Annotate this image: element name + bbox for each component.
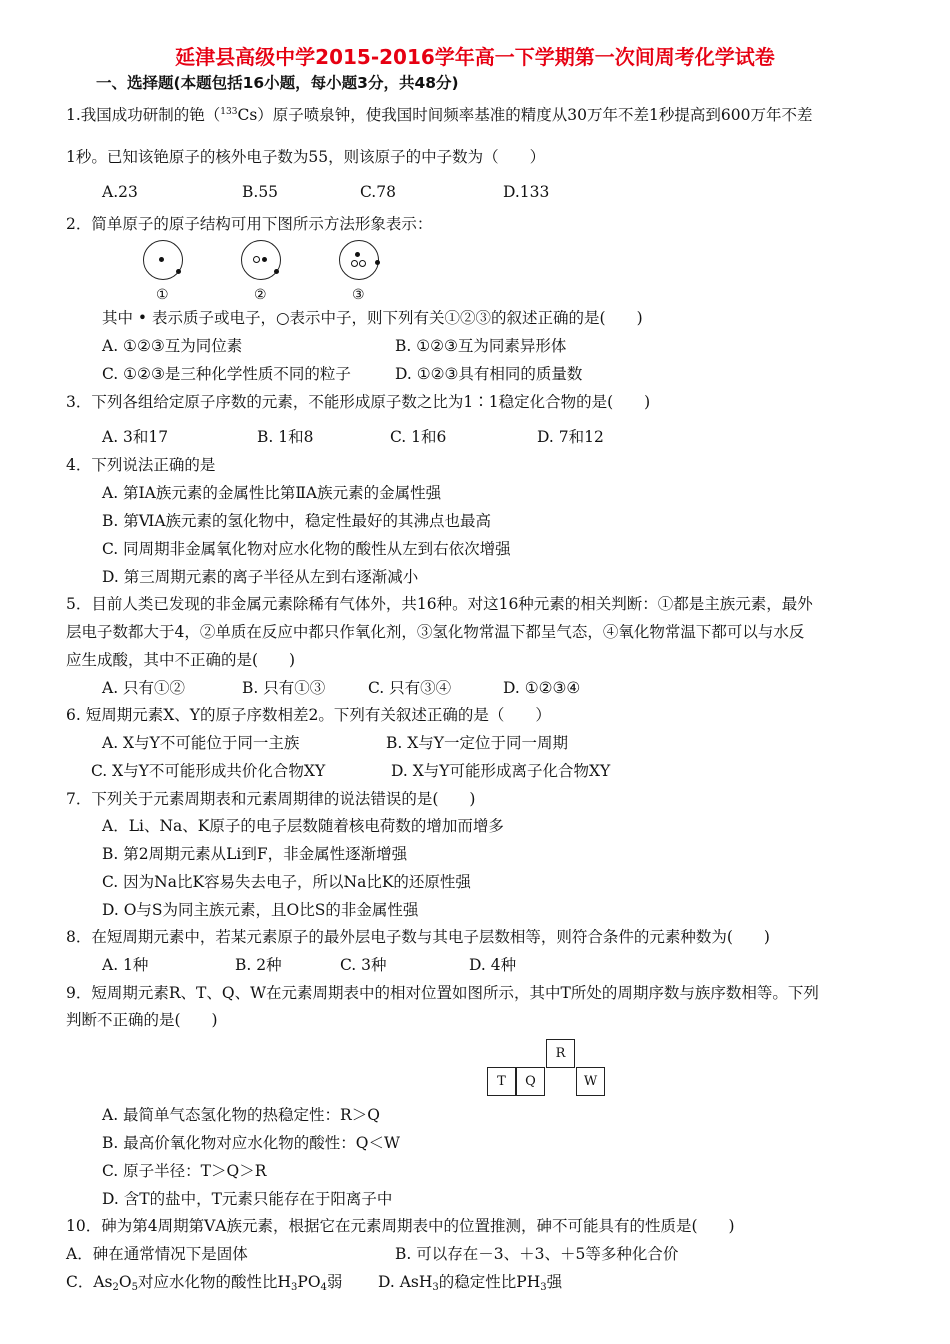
q10-d-sub2: 3 xyxy=(540,1282,547,1293)
atom-diagram-1 xyxy=(143,240,183,280)
q10-c-mid3: PO xyxy=(297,1273,321,1291)
q5-line2: 层电子数都大于4，②单质在反应中都只作氧化剂，③氢化物常温下都呈气态，④氧化物常温下都可以与水反 xyxy=(66,623,805,641)
q4-option-d: D. 第三周期元素的离子半径从左到右逐渐减小 xyxy=(102,568,419,586)
q5-line3: 应生成酸，其中不正确的是( ) xyxy=(66,651,296,669)
q5-option-c: C. 只有③④ xyxy=(368,679,452,697)
electron-dot xyxy=(176,269,181,274)
q6-option-c: C. X与Y不可能形成共价化合物XY xyxy=(91,762,326,780)
q3-option-a: A. 3和17 xyxy=(102,428,169,446)
q7-option-a: A．Li、Na、K原子的电子层数随着核电荷数的增加而增多 xyxy=(102,817,504,835)
atom-caption-1: ① xyxy=(156,287,169,303)
q3-option-d: D. 7和12 xyxy=(537,428,604,446)
q10-c-sub2: 5 xyxy=(131,1282,138,1293)
q9-option-a: A. 最简单气态氢化物的热稳定性：R＞Q xyxy=(102,1106,380,1124)
q10-c-mid2: 对应水化物的酸性比H xyxy=(137,1273,292,1291)
q2-option-b: B. ①②③互为同素异形体 xyxy=(395,337,567,355)
q2-stem: 2．简单原子的原子结构可用下图所示方法形象表示： xyxy=(66,215,433,233)
q2-note: 其中 • 表示质子或电子，○表示中子，则下列有关①②③的叙述正确的是( ) xyxy=(102,309,643,327)
q9-option-c: C. 原子半径：T＞Q＞R xyxy=(102,1162,267,1180)
periodic-cell-t: T xyxy=(487,1067,516,1096)
section-heading: 一、选择题(本题包括16小题，每小题3分，共48分) xyxy=(96,74,459,92)
atom-caption-3: ③ xyxy=(352,287,365,303)
q4-option-c: C. 同周期非金属氧化物对应水化物的酸性从左到右依次增强 xyxy=(102,540,511,558)
q3-option-b: B. 1和8 xyxy=(257,428,314,446)
q2-option-d: D. ①②③具有相同的质量数 xyxy=(395,365,583,383)
q10-option-d xyxy=(378,1272,562,1292)
q5-option-b: B. 只有①③ xyxy=(242,679,326,697)
q1-line2: 1秒。已知该铯原子的核外电子数为55，则该原子的中子数为（ ） xyxy=(66,148,546,166)
q4-option-b: B. 第ⅥA族元素的氢化物中，稳定性最好的其沸点也最高 xyxy=(102,512,492,530)
q6-option-b: B. X与Y一定位于同一周期 xyxy=(386,734,569,752)
q5-option-d: D. ①②③④ xyxy=(503,679,581,697)
q10-c-sub4: 4 xyxy=(320,1282,327,1293)
q10-c-sub1: 2 xyxy=(112,1282,119,1293)
q10-option-c xyxy=(66,1272,342,1292)
q7-option-c: C. 因为Na比K容易失去电子，所以Na比K的还原性强 xyxy=(102,873,471,891)
q1-text-a: 1.我国成功研制的铯（ xyxy=(66,106,221,124)
neutron-circle xyxy=(253,256,260,263)
q4-option-a: A. 第ⅠA族元素的金属性比第ⅡA族元素的金属性强 xyxy=(102,484,442,502)
q10-d-pre: D. AsH xyxy=(378,1273,433,1291)
q10-c-mid1: O xyxy=(118,1273,132,1291)
electron-dot xyxy=(274,269,279,274)
q6-option-d: D. X与Y可能形成离子化合物XY xyxy=(391,762,611,780)
q9-option-d: D. 含T的盐中，T元素只能存在于阳离子中 xyxy=(102,1190,393,1208)
q9-line1: 9．短周期元素R、T、Q、W在元素周期表中的相对位置如图所示，其中T所处的周期序数与族序数相等。下列 xyxy=(66,984,819,1002)
q8-option-a: A. 1种 xyxy=(102,956,149,974)
atom-diagram-3 xyxy=(339,240,379,280)
q10-c-sub3: 3 xyxy=(291,1282,298,1293)
neutron-circle xyxy=(359,260,366,267)
q10-option-b: B. 可以存在－3、＋3、＋5等多种化合价 xyxy=(395,1245,679,1263)
nucleus-proton-dot xyxy=(355,252,360,257)
q1-line1 xyxy=(66,105,812,125)
electron-dot xyxy=(375,260,380,265)
exam-title: 延津县高级中学2015-2016学年高一下学期第一次间周考化学试卷 xyxy=(175,45,775,69)
q10-option-a: A．砷在通常情况下是固体 xyxy=(66,1245,248,1263)
atom-diagram-2 xyxy=(241,240,281,280)
q10-d-sub1: 3 xyxy=(432,1282,439,1293)
q8-option-b: B. 2种 xyxy=(235,956,282,974)
q1-option-d: D.133 xyxy=(503,183,550,201)
q6-stem: 6. 短周期元素X、Y的原子序数相差2。下列有关叙述正确的是（ ） xyxy=(66,706,551,724)
q8-stem: 8．在短周期元素中，若某元素原子的最外层电子数与其电子层数相等，则符合条件的元素种数为( ) xyxy=(66,928,770,946)
periodic-cell-r: R xyxy=(546,1039,575,1068)
q1-option-b: B.55 xyxy=(242,183,279,201)
q2-option-a: A. ①②③互为同位素 xyxy=(102,337,243,355)
neutron-circle xyxy=(351,260,358,267)
q10-d-post: 强 xyxy=(546,1273,563,1291)
q4-stem: 4．下列说法正确的是 xyxy=(66,456,216,474)
q1-option-c: C.78 xyxy=(360,183,396,201)
q1-mass-number: 133 xyxy=(220,107,238,117)
q9-line2: 判断不正确的是( ) xyxy=(66,1011,218,1029)
q1-text-b: Cs）原子喷泉钟，使我国时间频率基准的精度从30万年不差1秒提高到600万年不差 xyxy=(237,106,813,124)
q10-c-pre: C．As xyxy=(66,1273,113,1291)
q10-d-mid: 的稳定性比PH xyxy=(438,1273,541,1291)
q3-stem: 3．下列各组给定原子序数的元素，不能形成原子数之比为1∶1稳定化合物的是( ) xyxy=(66,393,651,411)
q10-stem: 10．砷为第4周期第ⅤA族元素，根据它在元素周期表中的位置推测，砷不可能具有的性质是( ) xyxy=(66,1217,735,1235)
q7-option-d: D. O与S为同主族元素，且O比S的非金属性强 xyxy=(102,901,419,919)
nucleus-proton-dot xyxy=(159,257,164,262)
q5-option-a: A. 只有①② xyxy=(102,679,186,697)
q1-option-a: A.23 xyxy=(102,183,138,201)
periodic-cell-w: W xyxy=(576,1067,605,1096)
q2-option-c: C. ①②③是三种化学性质不同的粒子 xyxy=(102,365,351,383)
periodic-cell-q: Q xyxy=(516,1067,545,1096)
q3-option-c: C. 1和6 xyxy=(390,428,447,446)
q7-stem: 7．下列关于元素周期表和元素周期律的说法错误的是( ) xyxy=(66,790,476,808)
q7-option-b: B. 第2周期元素从Li到F，非金属性逐渐增强 xyxy=(102,845,408,863)
q9-option-b: B. 最高价氧化物对应水化物的酸性：Q＜W xyxy=(102,1134,400,1152)
nucleus-proton-dot xyxy=(262,257,267,262)
q8-option-c: C. 3种 xyxy=(340,956,387,974)
q10-c-post: 弱 xyxy=(326,1273,343,1291)
q6-option-a: A. X与Y不可能位于同一主族 xyxy=(102,734,300,752)
atom-caption-2: ② xyxy=(254,287,267,303)
q8-option-d: D. 4种 xyxy=(469,956,517,974)
q5-line1: 5．目前人类已发现的非金属元素除稀有气体外，共16种。对这16种元素的相关判断：①都是主族元素，最外 xyxy=(66,595,813,613)
